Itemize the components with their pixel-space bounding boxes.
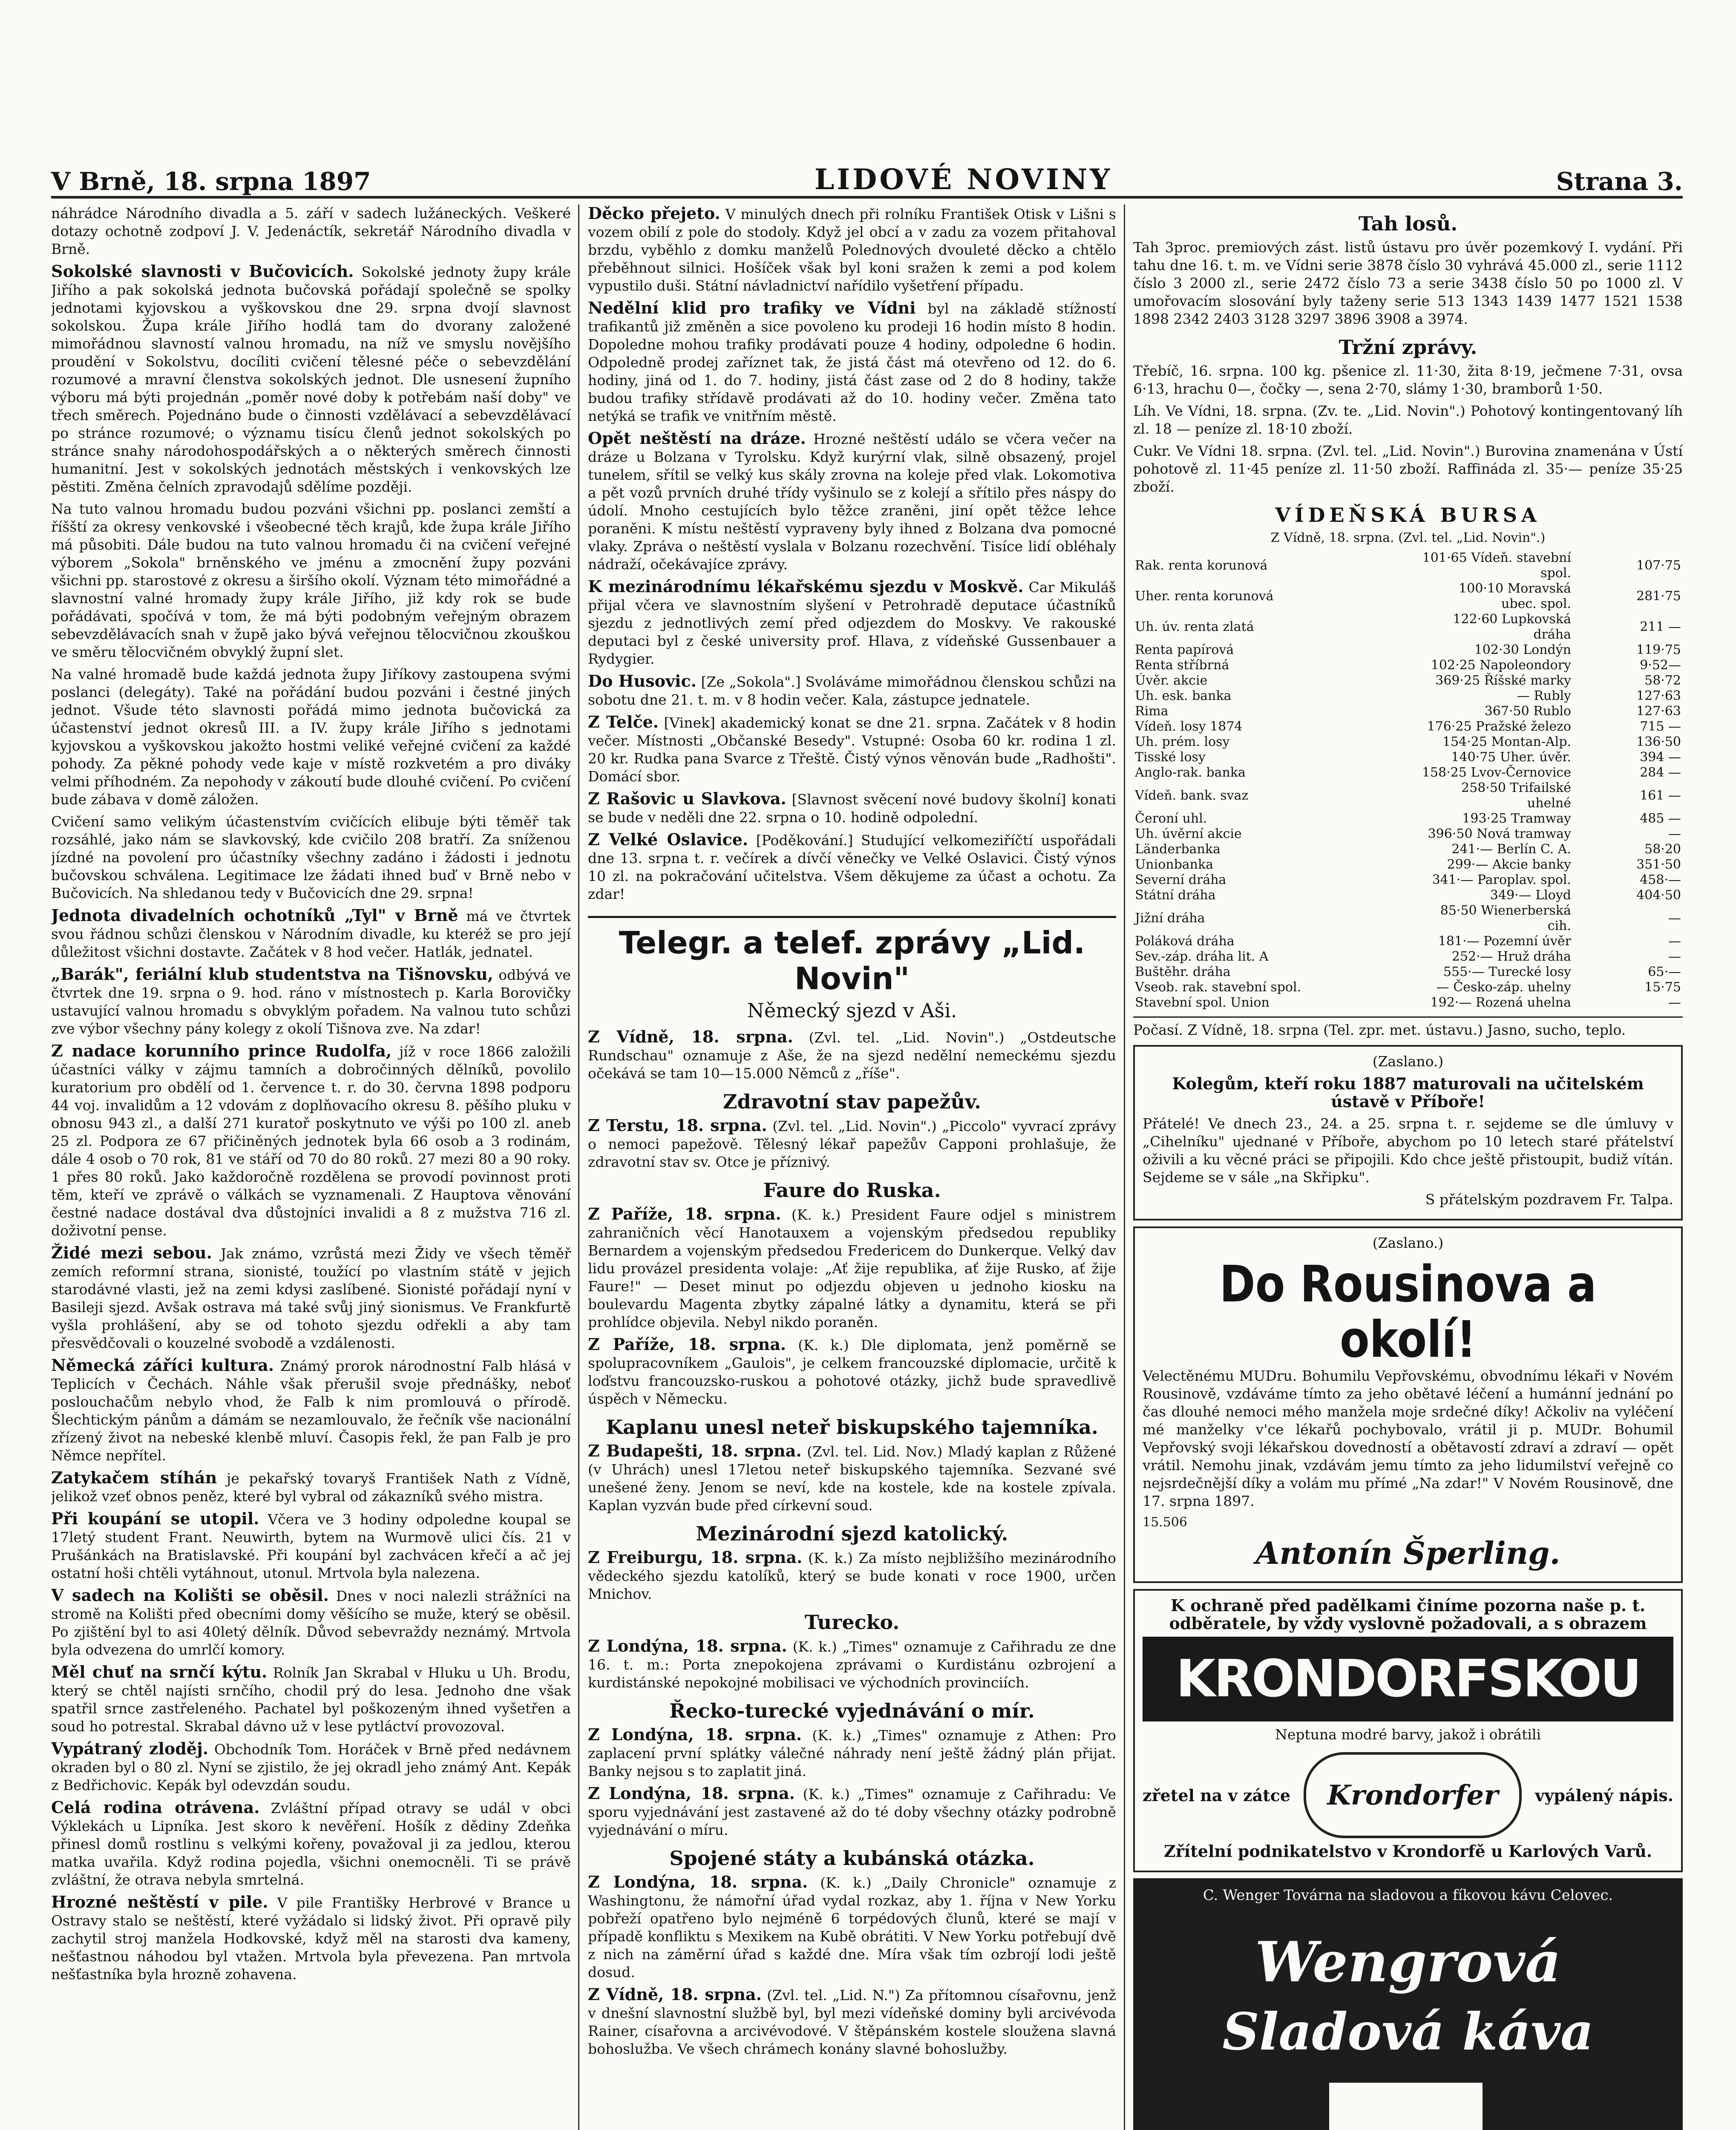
- ad-krondorf: [1133, 1589, 1683, 1872]
- news-item: [588, 1549, 1116, 1603]
- bourse-cell: Rima: [1135, 704, 1169, 719]
- news-headline: Kaplanu unesl neteř biskupského tajemníka.: [606, 1416, 1098, 1439]
- column-1: [51, 204, 571, 2130]
- header-date: V Brně, 18. srpna 1897: [51, 167, 371, 196]
- news-item: [51, 1356, 571, 1465]
- news-item-title: V sadech na Kolišti se oběsil.: [51, 1586, 329, 1605]
- bourse-cell: Uh. úvěrní akcie: [1135, 826, 1242, 841]
- bourse-cell: 281·75: [1636, 589, 1681, 604]
- bourse-cell: — Česko-záp. uhelny: [1436, 980, 1571, 995]
- bourse-cell: —: [1668, 995, 1681, 1010]
- bourse-table: [1133, 550, 1683, 1010]
- news-item-body: (K. k.) „Times" oznamuje z Athen: Pro zaplacení první splátky válečné náhrady není ještě žádný plán přijat. Banky nejsou s to zaplatit jiná.: [588, 1727, 1116, 1779]
- bourse-cell: Rak. renta korunová: [1135, 558, 1268, 573]
- bourse-cell: Buštěhr. dráha: [1135, 964, 1231, 979]
- news-item-body: odbývá ve čtvrtek dne 19. srpna o 9. hod. ráno v místnostech p. Karla Borovičky ustavující valnou hromadu s obvyklým pořadem. Na valnou tuto schůzi zve výbor všechny pány kolegy z okolí Tišnova zve. Na zdar!: [51, 967, 571, 1037]
- news-item-title: Zatykačem stíhán: [51, 1468, 217, 1487]
- bourse-cell: 9·52—: [1640, 658, 1681, 673]
- bourse-row: [1133, 826, 1683, 842]
- news-item: [588, 204, 1116, 295]
- news-item-body: Rolník Jan Skrabal v Hluku u Uh. Brodu, který se chtěl najísti srnčího, chodil prý do lesa. Jednoho dne však spatřil srnce zastřeleného. Pachatel byl poškozeným ihned vyšetřen a soud ho potrestal. Skrabal dávno už v lese pytláctví provozoval.: [51, 1664, 571, 1735]
- news-item-body: (K. k.) „Times" oznamuje z Cařihradu: Ve sporu vyjednávání jest zastavené až do té doby všechny otázky podrobně vyjednávání o míru.: [588, 1786, 1116, 1838]
- bourse-cell: 58·72: [1644, 673, 1681, 688]
- news-headline: Zdravotní stav papežův.: [723, 1090, 982, 1113]
- bourse-row: [1133, 719, 1683, 734]
- news-item: [588, 1785, 1116, 1839]
- news-item-body: (K. k.) President Faure odjel s ministrem zahraničních věcí Hanotauxem a vojenským předsedou republiky Bernardem a vojenským předsedou Fredericem do Dunkerque. Velký dav lidu provázel presidenta volaje: „Ať žije republika, ať žije Rusko, ať žije Faure!" — Deset minut po odjezdu objeven u jednoho kiosku na boulevardu Magenta zbytky zápalné látky a dynamitu, která se při prohlídce objevila. Nebyl nikdo poraněn.: [588, 1206, 1116, 1330]
- bourse-cell: 15·75: [1644, 980, 1681, 995]
- notice-rousinov-text: Velectěnému MUDru. Bohumilu Vepřovskému, obvodnímu lékaři v Novém Rousinově, vzdáváme tímto za jeho obětavé léčení a humánní jednání po čas dlouhé nemoci mého manžela moje srdečné díky! Ačkoliv na vyléčení mé manželky v'ce lékařů pochybovalo, vrátil ji p. MUDr. Bohumil Vepřovský svoji lékařskou dovedností a obětavostí zdraví a zdraví — opět vrátil. Nemohu jinak, vzdávám jemu tímto za jeho lidumilství veřejně co nejsrdečnější díky a volám mu přímé „Na zdar!" V Novém Rousinově, dne 17. srpna 1897.: [1143, 1367, 1673, 1509]
- bourse-row: [1133, 581, 1683, 612]
- bourse-cell: 349·— Lloyd: [1490, 888, 1571, 903]
- bourse-cell: Anglo-rak. banka: [1135, 765, 1246, 780]
- telegram-section-heading: Telegr. a telef. zprávy „Lid. Novin": [588, 916, 1116, 996]
- news-item: [51, 813, 571, 902]
- news-item: [588, 1986, 1116, 2058]
- news-item-body: (K. k.) „Daily Chronicle" oznamuje z Washingtonu, že námořní úřad vydal rozkaz, aby 1. října v New Yorku pobřeží opatřeno bylo nejméně 6 torpédových člunů, které se mají v případě konfliktu s Mexikem na Kubě obrátiti. V New Yorku potřebují dvě z nich na záměrní úřad s každé dne. Míra však tím ozbrojí lodi ještě dosud.: [588, 1874, 1116, 1980]
- news-item-body: je pekařský tovaryš František Nath z Vídně, jelikož vzeť obnos peněz, které byl vybral od zákazníků svého mistra.: [51, 1470, 571, 1505]
- bourse-cell: 158·25 Lvov-Černovice: [1422, 765, 1571, 780]
- lottery-text: Tah 3proc. premiových zást. listů ústavu pro úvěr pozemkový I. vydání. Při tahu dne 16. t. m. ve Vídni serie 3878 číslo 30 vyhrává 45.000 zl., serie 1112 číslo 3 2000 zl., serie 2472 číslo 73 a serie 3438 číslo 50 po 1000 zl. V umořovacím slosování byly taženy serie 513 1343 1439 1477 1521 1538 1898 2342 2403 3128 3297 3896 3908 a 3974.: [1133, 239, 1683, 327]
- news-item: [588, 831, 1116, 903]
- news-item-body: Jak známo, vzrůstá mezi Židy ve všech těměř zemích reformní strana, sionisté, toužící po vlastním státě v jejich starodávné vlasti, jež na zemi kdysi zaslíbené. Sionisté pořádají nyní v Basileji sjezd. Avšak ostrava má také svůj jiný sionismus. Ve Frankfurtě vyšla prohlášení, aby se od tohoto sjezdu odřekli a aby tam přesvědčovali o kouzelné svobodě a vzdálenosti.: [51, 1245, 571, 1351]
- news-item-title: Z Telče.: [588, 712, 659, 731]
- notice-rousinov-title: Do Rousinova a okolí!: [1219, 1255, 1597, 1369]
- bourse-row: [1133, 688, 1683, 704]
- bourse-row: [1133, 734, 1683, 750]
- news-item-body: (Zvl. tel. „Lid. N.") Za přítomnou císařovnu, jenž v dnešní slavnostní službě byl, byl mezi vídeňské dominy byli arcivévoda Rainer, císařovna a arcivévodové. V štěpánském kostele sloužena slavná bohoslužba. Ve všech chrámech konány slavné bohoslužby.: [588, 1987, 1116, 2057]
- news-headline: Faure do Ruska.: [763, 1179, 941, 1202]
- news-item-body: [Slavnost svěcení nové budovy školní] konati se bude v neděli dne 22. srpna o 10. hodině odpolední.: [588, 791, 1116, 826]
- bourse-cell: —: [1668, 949, 1681, 964]
- market-text-spirit: Líh. Ve Vídni, 18. srpna. (Zv. te. „Lid. Novin".) Pohotový kontingentovaný líh zl. 18 — peníze zl. 18·10 zboží.: [1133, 403, 1683, 437]
- bourse-row: [1133, 888, 1683, 903]
- news-headline: Řecko-turecké vyjednávání o mír.: [669, 1699, 1035, 1722]
- news-item-body: Včera ve 3 hodiny odpoledne koupal se 17letý student Frant. Neuwirth, bytem na Wurmově ulici čís. 21 v Prušánkách na Bratislavské. Při koupání byl zachvácen křečí a ač jej ostatní hoši chtěli vytáhnout, utonul. Mrtvola byla nalezena.: [51, 1511, 571, 1581]
- news-headline: Mezinárodní sjezd katolický.: [696, 1522, 1008, 1545]
- bourse-cell: 161 —: [1640, 788, 1681, 803]
- news-item: [51, 965, 571, 1038]
- ad-krondorf-label: zřetel na v zátce: [1143, 1785, 1291, 1805]
- bourse-cell: 193·25 Tramway: [1462, 811, 1571, 826]
- news-item-title: Jednota divadelních ochotníků „Tyl" v Brně: [51, 906, 458, 925]
- bourse-heading: VÍDEŇSKÁ BURSA: [1275, 504, 1541, 527]
- market-text: Třebíč, 16. srpna. 100 kg. pšenice zl. 11·30, žita 8·19, ječmene 7·31, ovsa 6·13, hrachu 0—, čočky —, sena 2·70, slámy 1·30, bramborů 1·50.: [1133, 363, 1683, 397]
- bourse-cell: 284 —: [1640, 765, 1681, 780]
- notice-colleagues-text: Přátelé! Ve dnech 23., 24. a 25. srpna t. r. sejdeme se dle úmluvy v „Cihelníku" ujednané v Příboře, abychom po 10 letech staré přátelství oživili a ku věcné práci se připojili. Kdo chce ještě přistoupit, budiž vítán. Sejdeme se v sále „na Skřipku".: [1143, 1115, 1673, 1186]
- news-item-title: Z Londýna, 18. srpna.: [588, 1636, 787, 1655]
- bourse-cell: 100·10 Moravská ubec. spol.: [1459, 581, 1571, 611]
- ad-krondorf-logo: KRONDORFSKOU: [1143, 1637, 1673, 1721]
- news-item-body: (K. k.) Za místo nejbližšího mezinárodního vědeckého sjezdu katolíků, který se bude konati v roce 1900, určen Mnichov.: [588, 1550, 1116, 1602]
- bourse-cell: 404·50: [1636, 888, 1681, 903]
- bourse-cell: 485 —: [1640, 811, 1681, 826]
- news-item-title: Hrozné neštěstí v pile.: [51, 1892, 268, 1911]
- bourse-cell: 715 —: [1640, 719, 1681, 734]
- ad-coffee-subtitle: Sladová káva: [1222, 2002, 1594, 2062]
- notice-rousinov: [1133, 1226, 1683, 1583]
- news-headline: Spojené státy a kubánská otázka.: [669, 1847, 1035, 1870]
- news-item-body: [Poděkování.] Studující velkomeziříčtí uspořádali dne 13. srpna t. r. večírek a dívčí věnečky ve Velké Oslavici. Čistý výnos 10 zl. na pokračování učitelstva. Všem děkujeme za účast a ochotu. Za zdar!: [588, 832, 1116, 902]
- bourse-cell: 555·— Turecké losy: [1443, 964, 1571, 979]
- notice-rousinov-label: (Zaslano.): [1372, 1235, 1444, 1251]
- bourse-row: [1133, 642, 1683, 658]
- market-text-sugar: Cukr. Ve Vídni 18. srpna. (Zvl. tel. „Lid. Novin".) Burovina znamenána v Ústí pohotově zl. 11·45 peníze zl. 11·50 zboží. Raffináda zl. 35·— peníze 35·25 zboží.: [1133, 443, 1683, 495]
- news-item-body: V minulých dnech při rolníku František Otisk v Lišni s vozem obilí z pole do stodoly. Když jel obcí a v zadu za vozem přitahoval brzdu, vyběhlo z domku manželů Polednových dvouleté děcko a chtělo přeběhnout silnici. Hošíček však byl koni sražen k zemi a pod kolem vypustilo duši. Státní návladnictví nařídilo vyšetření případu.: [588, 206, 1116, 294]
- news-item-title: Z Velké Oslavice.: [588, 830, 749, 849]
- news-item-body: [Vinek] akademický konat se dne 21. srpna. Začátek v 8 hodin večer. Místnosti „Občanské Besedy". Vstupné: Osoba 60 kr. rodina 1 zl. 20 kr. Rudka pana Svarce z Třeště. Čistý výnos věnován bude „Radhošti". Domácí sbor.: [588, 714, 1116, 785]
- news-item-title: Při koupání se utopil.: [51, 1509, 259, 1528]
- bourse-cell: Renta stříbrná: [1135, 658, 1229, 673]
- news-item-body: (K. k.) „Times" oznamuje z Cařihradu ze dne 16. t. m.: Porta znepokojena zprávami o Kurdistánu ozbrojení a kurdistánské nepokojné mobilisaci ve východních provinciích.: [588, 1638, 1116, 1691]
- bourse-cell: 102·25 Napoleondory: [1431, 658, 1571, 673]
- ad-krondorf-side: Neptuna modré barvy, jakož i obrátili: [1275, 1726, 1541, 1743]
- news-item-body: (K. k.) Dle diplomata, jenž poměrně se spolupracovníkem „Gaulois", je celkem francouzské diplomacie, určitě k loďstvu francouzsko-ruskou a pohotové otázky, jichž bude spravedlivě úspěch v Německu.: [588, 1337, 1116, 1407]
- news-item-title: Z Paříže, 18. srpna.: [588, 1335, 786, 1354]
- bourse-cell: 136·50: [1636, 734, 1681, 749]
- lottery-heading: Tah losů.: [1358, 212, 1458, 235]
- bourse-cell: 65·—: [1648, 964, 1681, 979]
- bourse-cell: 85·50 Wienerberská cih.: [1440, 903, 1571, 933]
- news-item: [51, 1244, 571, 1352]
- news-item-title: K mezinárodnímu lékařskému sjezdu v Moskvě.: [588, 577, 1024, 596]
- bourse-cell: 396·50 Nová tramway: [1428, 826, 1571, 841]
- ad-krondorf-seal: Krondorfer: [1304, 1752, 1522, 1838]
- column-3: [1133, 204, 1683, 2130]
- coffee-package-icon: [1329, 2083, 1483, 2130]
- bourse-row: [1133, 673, 1683, 688]
- news-item: [51, 1663, 571, 1736]
- page-header: [51, 149, 1683, 199]
- notice-colleagues: [1133, 1045, 1683, 1220]
- bourse-row: [1133, 903, 1683, 934]
- news-item-title: Z Vídně, 18. srpna.: [588, 1027, 793, 1046]
- bourse-cell: Uher. renta korunová: [1135, 589, 1274, 604]
- notice-colleagues-title: Kolegům, kteří roku 1887 maturovali na učitelském ústavě v Příboře!: [1172, 1074, 1644, 1111]
- news-item: [51, 1799, 571, 1889]
- bourse-row: [1133, 949, 1683, 964]
- bourse-row: [1133, 980, 1683, 995]
- bourse-row: [1133, 612, 1683, 642]
- news-item-body: Cvičení samo velikým účastenstvím cvičících elibuje býti těměř tak rozsáhlé, jako nám se slavkovský, kde cvičilo 208 bratří. Za sníženou jízdné na povolení pro účastníky všechny zadáno i žádosti i jednotu bučovskou schválena. Legitimace lze žádati ihned buď v Brně nebo v Bučovicích. Na shledanou tedy v Bučovicích dne 29. srpna!: [51, 813, 571, 901]
- column-rule-1: [578, 204, 579, 2130]
- bourse-cell: 58·20: [1644, 842, 1681, 857]
- masthead-title: LIDOVÉ NOVINY: [814, 163, 1113, 196]
- news-item: [588, 672, 1116, 709]
- news-item: [588, 578, 1116, 668]
- news-item-title: Měl chuť na srnčí kýtu.: [51, 1662, 268, 1681]
- bourse-cell: Úvěr. akcie: [1135, 673, 1208, 688]
- bourse-cell: 252·— Hruž dráha: [1451, 949, 1571, 964]
- news-item: [51, 665, 571, 809]
- telegram-section-subheading: Německý sjezd v Aši.: [747, 999, 957, 1022]
- bourse-cell: 351·50: [1636, 857, 1681, 872]
- bourse-cell: 192·— Rozená uhelna: [1430, 995, 1571, 1010]
- news-item: [588, 1726, 1116, 1780]
- bourse-cell: Uh. úv. renta zlatá: [1135, 619, 1254, 634]
- news-item: [588, 713, 1116, 786]
- bourse-cell: 181·— Pozemní úvěr: [1438, 934, 1571, 949]
- ad-coffee: [1133, 1878, 1683, 2130]
- news-item-body: Známý prorok národnostní Falb hlásá v Teplicích v Čechách. Náhle však přerušil svoje přednášky, neboť poslouchačům nebylo vhod, že Falb k nim promlouvá o přírodě. Šlechtickým pánům a dámám se nezamlouvalo, že řečník vše nacionální zřízený život na nebeské klenbě mluví. Časopis řekl, že pan Falb je pro Němce nepřítel.: [51, 1358, 571, 1464]
- bourse-cell: 140·75 Uher. úvěr.: [1451, 750, 1571, 765]
- bourse-row: [1133, 765, 1683, 780]
- bourse-cell: 341·— Paroplav. spol.: [1432, 872, 1571, 887]
- news-item-body: náhrádce Národního divadla a 5. září v sadech lužáneckých. Veškeré dotazy ochotně zodpoví J. V. Jedenáctík, sekretář Národního divadla v Brně.: [51, 205, 571, 257]
- bourse-row: [1133, 750, 1683, 765]
- news-item: [51, 204, 571, 258]
- news-item-title: Z Budapešti, 18. srpna.: [588, 1441, 802, 1460]
- news-item-title: Německá záříci kultura.: [51, 1356, 274, 1375]
- news-item: [588, 1117, 1116, 1171]
- bourse-cell: 127·63: [1636, 704, 1681, 719]
- news-item-body: (Zvl. tel. Lid. Nov.) Mladý kaplan z Růžené (v Uhrách) unesl 17letou neteř biskupského tajemníka. Sezvané své unešené ženy. Jenom se neví, kde na kostele, kde na kostele zpívala. Kaplan vyzván bude před církevní soud.: [588, 1443, 1116, 1514]
- bourse-cell: 241·— Berlín C. A.: [1451, 842, 1571, 857]
- bourse-cell: —: [1668, 826, 1681, 841]
- news-item-title: Z Londýna, 18. srpna.: [588, 1725, 802, 1744]
- bourse-cell: 122·60 Lupkovská dráha: [1453, 612, 1571, 642]
- news-item: [51, 1042, 571, 1240]
- bourse-cell: Uh. prém. losy: [1135, 734, 1230, 749]
- bourse-cell: 101·65 Vídeň. stavební spol.: [1422, 550, 1571, 581]
- news-item: [588, 1028, 1116, 1082]
- news-item: [51, 1740, 571, 1794]
- news-item-title: Židé mezi sebou.: [51, 1243, 212, 1262]
- news-item-body: Na tuto valnou hromadu budou pozváni všichni pp. poslanci zemští a říšští za okresy venkovské i všeobecné těch krajů, kde župa krále Jiřího má působiti. Dále budou na tuto valnou hromadu či na cvičení veřejné výborem „Sokola" brněnského ve jménu a zmocnění župy pozváni všichni pp. starostové z okresu a širšího okolí. Význam této mimořádné a slavnostní valné hromady župy krále Jiřího, již kdy rok se bude pořádávati, spočívá v tom, že má býti podobným veřejným obrazem sebevzdělávacích snah v župě jako bývá veřejnou tělocvičnou zkouškou ve směru tělocvičném obvyklý župní slet.: [51, 501, 571, 660]
- bourse-row: [1133, 842, 1683, 857]
- bourse-cell: 127·63: [1636, 688, 1681, 703]
- bourse-cell: 119·75: [1636, 642, 1681, 657]
- news-item-title: Z Londýna, 18. srpna.: [588, 1784, 795, 1803]
- news-item-body: Na valné hromadě bude každá jednota župy Jiříkovy zastoupena svými poslanci (delegáty). Také na pořádání budou pozváni i čestné jiných jednot. Všude této slavnosti pořádá mimo jednota bučovická za účastenství jednot okresů III. a IV. župy krále Jiřího s jednotami kyjovskou a vyškovskou jakožto hostmi veliké veřejné cvičení za každé pohody. Za pěkné pohody vede kaje v místě rozkvetém a pro diváky velmi příhodném. Za nepohody v zákoutí bude dlouhé cvičení. Po cvičení bude zábava v domě záložen.: [51, 666, 571, 808]
- bourse-cell: 176·25 Pražské železo: [1427, 719, 1571, 734]
- news-item-title: Z Vídně, 18. srpna.: [588, 1985, 762, 2004]
- ad-coffee-maker: C. Wenger Továrna na sladovou a fíkovou kávu Celovec.: [1203, 1887, 1613, 1904]
- news-item-body: jíž v roce 1866 založili účastníci války v zájmu tamních a dobročinných dělníků, povolilo kuratorium pro obdělí od 1. července t. r. do 30. června 1898 podporu 44 voj. invalidům a 12 vdovám z doplňovacího okresu 8. pěšího pluku v obnosu 943 zl., a další 271 kuratoř poskytnuto ve výši po 100 zl. aneb 25 zl. Podpora ze 67 přičiněných jednotek byla 66 osob a 3 rodinám, dále 4 osob o 70 rok, 81 ve stáří od 70 do 80 roků. 27 mezi 80 a 90 roky. 1 přes 80 roků. Jako každoročně rozdělena se provodí povinnost proti těm, kteří ve zprávě o válkách se vyznamenali. Z Hauptova věnování čestné nadace dostával dva důstojníci invalidi a 8 z mužstva 716 zl. doživotní pense.: [51, 1043, 571, 1239]
- news-item-body: Sokolské jednoty župy krále Jiřího a pak sokolská jednota bučovská pořádají společně se spolky jednotami kyjovskou a vyškovskou dne 29. srpna dvojí slavnost sokolskou. Župa krále Jiřího hodlá tam do dvorany založené mimořádnou slavností valnou hromadu, na níž ve smyslu novějšího proudění v Sokolstvu, docíliti cvičení tělesné péče o sebevzdělání rozumové a mravní členstva sokolských jednot. Dle usnesení župního výboru má býti projednán „poměr nové doby k potřebám naší doby" ve třech směrech. Pojednáno bude o činnosti vzdělávací a sebevzdělávací po stránce rozumové; o významu tisícu členů jednot sokolských po stránce snahy národohospodářských a o některých směrech činnosti humanitní. Jest v sokolských jednotách městských i venkovských lze pěstiti. Změna čelních zpravodajů sdělíme později.: [51, 264, 571, 495]
- newspaper-page: [26, 26, 1708, 2130]
- ad-krondorf-intro: K ochraně před padělkami činíme pozorna naše p. t. odběratele, by vždy vyslovně požadovali, a s obrazem: [1169, 1596, 1647, 1633]
- bourse-cell: 258·50 Trifailské uhelné: [1461, 780, 1571, 811]
- bourse-cell: Stavební spol. Union: [1135, 995, 1270, 1010]
- news-item: [588, 1205, 1116, 1331]
- bourse-row: [1133, 857, 1683, 872]
- news-item-title: Z Terstu, 18. srpna.: [588, 1116, 767, 1135]
- news-item: [588, 790, 1116, 826]
- news-item-title: „Barák", feriální klub studentstva na Tišnovsku,: [51, 964, 493, 984]
- news-item: [588, 1442, 1116, 1514]
- bourse-cell: Vídeň. bank. svaz: [1135, 788, 1249, 803]
- bourse-row: [1133, 995, 1683, 1010]
- bourse-cell: Tisské losy: [1135, 750, 1206, 765]
- news-item-body: Hrozné neštěstí událo se včera večer na dráze u Bolzana v Tyrolsku. Když kurýrní vlak, silně obsazený, projel tunelem, sřítil se velký kus skály zrovna na koleje před vlak. Lokomotiva a pět vozů prvních druhé třídy vyšinulo se z kolejí a sřítilo přes náspy do údolí. Mnoho cestujících bylo těžce zraněni, jiní opět těžce lehce poraněni. K místu neštěstí vypraveny byly ihned z Bolzana dva pomocné vlaky. Zpráva o neštěstí vyslala v Bolzanu rozechvění. Tisíce lidí obléhaly nádraží, očekávajíce zprávy.: [588, 431, 1116, 573]
- bourse-cell: 369·25 Říšské marky: [1435, 673, 1571, 688]
- bourse-cell: Poláková dráha: [1135, 934, 1235, 949]
- notice-rousinov-signature: Antonín Šperling.: [1255, 1535, 1560, 1571]
- news-item-title: Děcko přejeto.: [588, 204, 720, 223]
- bourse-row: [1133, 934, 1683, 949]
- news-item-body: Zvláštní případ otravy se udál v obci Výklekách u Lipníka. Jest skoro k nevěření. Hošík z dědiny Zdeňka přinesl domů rostlinu s velkými kořeny, považoval ji za jedlou, kterou matka uvařila. Když rodina pojedla, všichni onemocněli. Ti se právě zvláštní, že otrava nebyla smrtelná.: [51, 1800, 571, 1888]
- news-item-title: Vypátraný zloděj.: [51, 1739, 208, 1758]
- news-item: [588, 1637, 1116, 1692]
- news-item-title: Sokolské slavnosti v Bučovicích.: [51, 262, 354, 281]
- news-item-title: Z Rašovic u Slavkova.: [588, 789, 786, 808]
- bourse-cell: Renta papírová: [1135, 642, 1234, 657]
- news-item: [588, 429, 1116, 573]
- bourse-cell: 102·30 Londýn: [1474, 642, 1571, 657]
- bourse-cell: Státní dráha: [1135, 888, 1216, 903]
- bourse-cell: 299·— Akcie banky: [1447, 857, 1571, 872]
- bourse-cell: —: [1668, 911, 1681, 926]
- bourse-cell: 154·25 Montan-Alp.: [1442, 734, 1571, 749]
- news-item: [51, 1469, 571, 1505]
- news-item-title: Z Londýna, 18. srpna.: [588, 1872, 808, 1891]
- bourse-cell: Severní dráha: [1135, 872, 1226, 887]
- bourse-cell: — Rubly: [1517, 688, 1571, 703]
- bourse-cell: Vseob. rak. stavební spol.: [1135, 980, 1301, 995]
- ad-coffee-title: Wengrová: [1255, 1929, 1561, 1995]
- news-item: [588, 299, 1116, 425]
- column-2: [588, 204, 1116, 2130]
- bourse-cell: 367·50 Rublo: [1484, 704, 1571, 719]
- bourse-row: [1133, 872, 1683, 888]
- notice-rousinov-number: 15.506: [1143, 1515, 1187, 1530]
- news-item: [51, 907, 571, 961]
- news-item-body: má ve čtvrtek svou řádnou schůzi členskou v Národním divadle, ku kteréž se pro její důležitost všichni dostavte. Začátek v 8 hod večer. Hatlák, jednatel.: [51, 908, 571, 960]
- bourse-subheading: Z Vídně, 18. srpna. (Zvl. tel. „Lid. Novin".): [1270, 530, 1546, 545]
- news-item: [588, 1336, 1116, 1408]
- news-item-body: [Ze „Sokola".] Svoláváme mimořádnou členskou schůzi na sobotu dne 21. t. m. v 8 hodin večer. Kala, zástupce jednatele.: [588, 674, 1116, 708]
- bourse-cell: Jižní dráha: [1135, 911, 1205, 926]
- news-item: [51, 500, 571, 661]
- bourse-cell: Sev.-záp. dráha lit. A: [1135, 949, 1269, 964]
- bourse-row: [1133, 964, 1683, 980]
- news-item-title: Nedělní klid pro trafiky ve Vídni: [588, 298, 916, 317]
- news-item-body: Dnes v noci nalezli strážníci na stromě na Kolišti před obecními domy věšícího se muže, který se oběsil. Po zjištění byl to asi 40letý dělník. Důvod sebevraždy neznámý. Mrtvola byla odvezena do umrlčí komory.: [51, 1588, 571, 1658]
- bourse-cell: 211 —: [1640, 619, 1681, 634]
- news-item: [51, 262, 571, 496]
- news-item-title: Celá rodina otrávena.: [51, 1798, 260, 1817]
- news-item-body: byl na základě stížností trafikantů již změněn a sice povoleno ku prodeji 16 hodin místo 8 hodin. Dopoledne mohou trafiky prodávati pouze 4 hodiny, odpoledne 6 hodin. Odpoledně prodej zaříznet tak, že jistá část má otevřeno od 12. do 6. hodiny, jiná od 1. do 7. hodiny, jistá část zase od 2 do 8 hodiny, takže budou trafiky střídavě prodávati až do 10. hodiny večer. Změna tato netýká se trafik ve vnitřním městě.: [588, 300, 1116, 424]
- news-item-title: Do Husovic.: [588, 671, 697, 691]
- news-item-title: Z Freiburgu, 18. srpna.: [588, 1548, 803, 1567]
- news-item-body: (Zvl. tel. „Lid. Novin".) „Ostdeutsche Rundschau" oznamuje z Aše, že na sjezd nedělní nemeckému sjezdu očekává se tam 10—15.000 Němců z „říše".: [588, 1029, 1116, 1082]
- bourse-cell: —: [1668, 934, 1681, 949]
- column-rule-2: [1124, 204, 1125, 2130]
- news-item-title: Z Paříže, 18. srpna.: [588, 1204, 781, 1223]
- news-item: [51, 1893, 571, 1983]
- news-item-body: Car Mikuláš přijal včera ve slavnostním slyšení v Petrohradě deputace účastníků sjezdu z jednotlivých zemí před odjezdem do Moskvy. Ve rakouské deputaci byl z české university prof. Hlava, z vídeňské Gussenbauer a Rydygier.: [588, 579, 1116, 667]
- bourse-cell: Uh. esk. banka: [1135, 688, 1232, 703]
- notice-label: (Zaslano.): [1372, 1053, 1444, 1070]
- bourse-cell: Unionbanka: [1135, 857, 1214, 872]
- news-item-title: Z nadace korunního prince Rudolfa,: [51, 1041, 392, 1060]
- ad-krondorf-side2: vypálený nápis.: [1535, 1785, 1673, 1805]
- notice-colleagues-signature: S přátelským pozdravem Fr. Talpa.: [1425, 1191, 1673, 1208]
- news-item: [51, 1510, 571, 1582]
- bourse-cell: 394 —: [1640, 750, 1681, 765]
- bourse-row: [1133, 550, 1683, 581]
- bourse-cell: Čeroní uhl.: [1135, 811, 1207, 826]
- news-item-title: Opět neštěstí na dráze.: [588, 429, 806, 448]
- news-item: [588, 1873, 1116, 1981]
- bourse-cell: 107·75: [1636, 558, 1681, 573]
- bourse-row: [1133, 811, 1683, 826]
- news-item: [51, 1586, 571, 1659]
- ad-krondorf-footer: Zřítelní podnikatelstvo v Krondorfě u Karlových Varů.: [1164, 1842, 1652, 1861]
- news-item-body: V pile Františky Herbrové v Brance u Ostravy stalo se neštěstí, které vyžádalo si lidský život. Při opravě pily zachytil stroj manžela Hodkovské, když měl na starosti dva kameny, nešťastnou náhodou byl vtažen. Mrtvola byla převezena. Pan mrtvola nešťastníka byla hrozně zohavena.: [51, 1894, 571, 1983]
- weather-report: Počasí. Z Vídně, 18. srpna (Tel. zpr. met. ústavu.) Jasno, sucho, teplo.: [1133, 1016, 1683, 1039]
- bourse-row: [1133, 704, 1683, 719]
- bourse-cell: Länderbanka: [1135, 842, 1221, 857]
- page-number: Strana 3.: [1556, 167, 1683, 196]
- news-item-body: Obchodník Tom. Horáček v Brně před nedávnem okraden byl o 80 zl. Nyní se zjistilo, že jej okradl jeho známý Ant. Kepák z Bedřichovic. Kepák byl odevzdán soudu.: [51, 1741, 571, 1793]
- market-heading: Tržní zprávy.: [1339, 336, 1477, 359]
- bourse-cell: 458·—: [1640, 872, 1681, 887]
- bourse-row: [1133, 658, 1683, 673]
- bourse-cell: Vídeň. losy 1874: [1135, 719, 1243, 734]
- bourse-row: [1133, 780, 1683, 811]
- news-headline: Turecko.: [804, 1611, 900, 1634]
- news-item-body: (Zvl. tel. „Lid. Novin".) „Piccolo" vyvrací zprávy o nemoci papežově. Tělesný lékař papežův Capponi prohlašuje, že zdravotní stav sv. Otce je příznivý.: [588, 1118, 1116, 1170]
